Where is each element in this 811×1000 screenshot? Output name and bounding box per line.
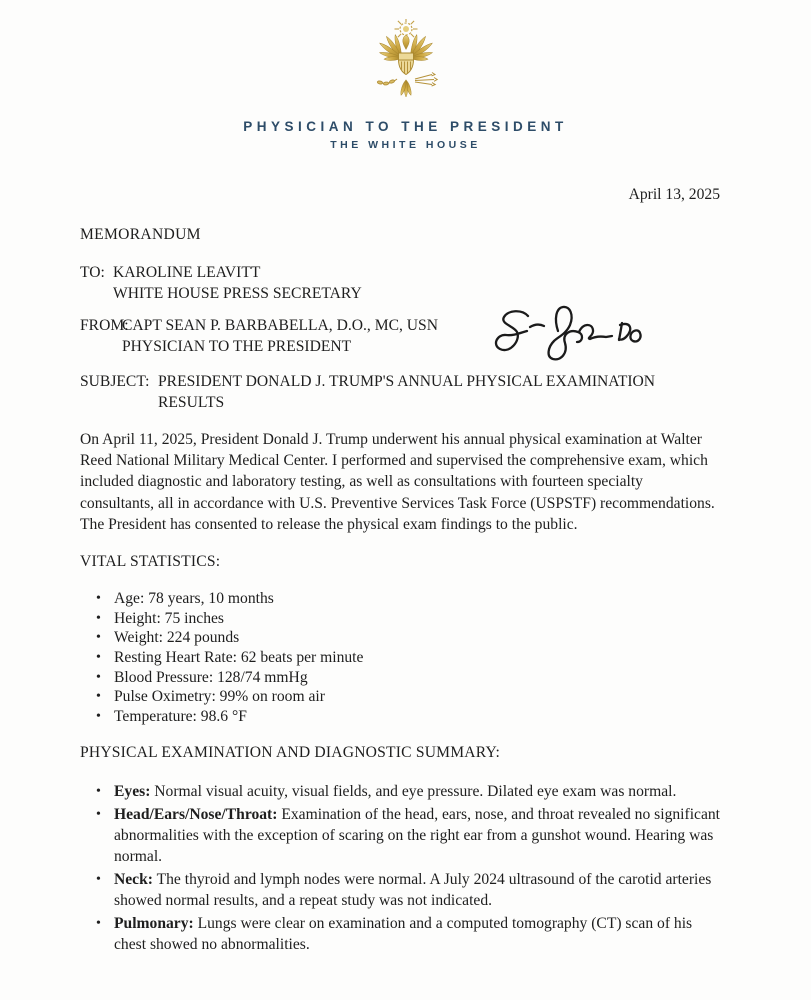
exam-term: Neck: bbox=[114, 870, 153, 888]
physical-exam-heading: PHYSICAL EXAMINATION AND DIAGNOSTIC SUMMARY: bbox=[80, 744, 501, 762]
to-label: TO: bbox=[80, 264, 105, 281]
physical-exam-item bbox=[80, 869, 720, 911]
recipient-name: KAROLINE LEAVITT bbox=[113, 264, 261, 281]
memorandum-label: MEMORANDUM bbox=[80, 225, 201, 243]
physical-exam-list bbox=[80, 781, 720, 955]
vital-stat-item: • Temperature: 98.6 °F bbox=[80, 707, 720, 727]
from-block bbox=[80, 315, 720, 358]
exam-text: Lungs were clear on examination and a computed tomography (CT) scan of his chest showed no abnormalities. bbox=[114, 914, 693, 953]
vital-statistics-list bbox=[80, 589, 720, 726]
physical-exam-item bbox=[80, 804, 720, 867]
exam-text: The thyroid and lymph nodes were normal. A July 2024 ultrasound of the carotid arteries showed normal results, and a repeat study was not indicated. bbox=[114, 870, 712, 909]
intro-paragraph: On April 11, 2025, President Donald J. Trump underwent his annual physical examination at Walter Reed National Military Medical Center. I performed and supervised the comprehensive exam, which included diagnostic and laboratory testing, as well as consultations with fourteen specialty consultants, all in accordance with U.S. Preventive Services Task Force (USPSTF) recommendations. The President has consented to release the physical exam findings to the public. bbox=[80, 430, 715, 533]
olive-branch-icon bbox=[377, 79, 397, 85]
to-block bbox=[80, 262, 720, 305]
exam-text: Normal visual acuity, visual fields, and eye pressure. Dilated eye exam was normal. bbox=[154, 782, 677, 800]
subject-block bbox=[80, 371, 720, 414]
physical-exam-item bbox=[80, 781, 720, 802]
eagle-head-icon bbox=[402, 35, 408, 50]
vital-stat-item: • Height: 75 inches bbox=[80, 609, 720, 629]
great-seal-icon bbox=[368, 18, 444, 106]
exam-term: Pulmonary: bbox=[114, 914, 194, 932]
date-line: April 13, 2025 bbox=[628, 186, 720, 203]
from-label: FROM: bbox=[80, 316, 129, 334]
subject-line2: RESULTS bbox=[158, 394, 225, 412]
exam-term: Head/Ears/Nose/Throat: bbox=[114, 805, 278, 823]
vital-stat-item: • Age: 78 years, 10 months bbox=[80, 589, 720, 609]
shield-icon bbox=[398, 53, 413, 75]
letterhead-office-title: PHYSICIAN TO THE PRESIDENT bbox=[243, 119, 568, 134]
letterhead-organization: THE WHITE HOUSE bbox=[330, 139, 481, 151]
exam-term: Eyes: bbox=[114, 782, 151, 800]
subject-line1: PRESIDENT DONALD J. TRUMP'S ANNUAL PHYSICAL EXAMINATION bbox=[158, 373, 656, 391]
vital-stat-item: • Pulse Oximetry: 99% on room air bbox=[80, 687, 720, 707]
vital-statistics-heading: VITAL STATISTICS: bbox=[80, 552, 221, 570]
vital-stat-item: • Resting Heart Rate: 62 beats per minute bbox=[80, 648, 720, 668]
arrows-icon bbox=[415, 73, 437, 87]
eagle-tail-icon bbox=[399, 79, 412, 97]
letterhead bbox=[0, 18, 811, 151]
vital-stat-item: • Blood Pressure: 128/74 mmHg bbox=[80, 668, 720, 688]
sender-title: PHYSICIAN TO THE PRESIDENT bbox=[122, 337, 352, 355]
memo-body bbox=[0, 184, 811, 955]
exam-text: Examination of the head, ears, nose, and throat revealed no significant abnormalities with the exception of scaring on the right ear from a gunshot wound. Hearing was normal. bbox=[114, 805, 720, 865]
sender-name: CAPT SEAN P. BARBABELLA, D.O., MC, USN bbox=[122, 316, 438, 334]
vital-stat-item: • Weight: 224 pounds bbox=[80, 628, 720, 648]
physical-exam-item bbox=[80, 913, 720, 955]
subject-label: SUBJECT: bbox=[80, 373, 150, 391]
recipient-title: WHITE HOUSE PRESS SECRETARY bbox=[113, 285, 362, 303]
